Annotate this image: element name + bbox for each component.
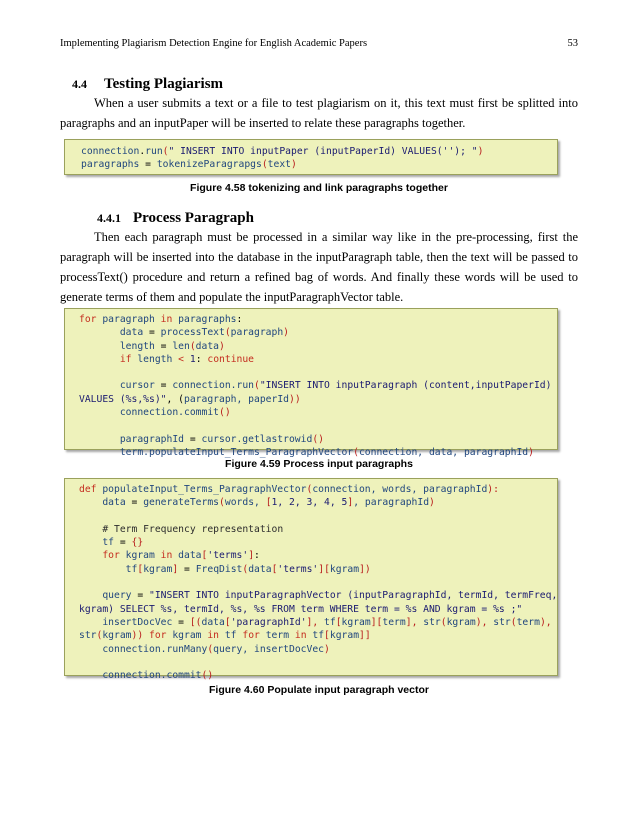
- subsection-title: Process Paragraph: [133, 210, 254, 226]
- paragraph-line: Then each paragraph must be processed in a similar way like in the pre-processing, first the: [94, 230, 578, 244]
- code-line: [79, 366, 557, 379]
- running-title: Implementing Plagiarism Detection Engine for English Academic Papers: [60, 38, 368, 49]
- code-line: def populateInput_Terms_ParagraphVector(connection, words, paragraphId):: [79, 484, 499, 495]
- paragraph-line: processText() procedure and return a refined bag of words. And finally these words will be used to: [60, 270, 578, 284]
- page-header: [60, 38, 578, 52]
- code-line: length = len(data): [119, 340, 225, 352]
- code-line: [79, 419, 557, 432]
- code-line: str(kgram)) for kgram in tf for term in tf[kgram]]: [79, 630, 371, 642]
- code-line: [79, 576, 557, 589]
- page-number: 53: [567, 38, 578, 49]
- code-line: VALUES (%s,%s)", (paragraph, paperId)): [79, 393, 301, 405]
- section-heading: [72, 76, 223, 93]
- code-line: connection.commit(): [119, 407, 231, 419]
- code-line: for kgram in data['terms']:: [102, 550, 260, 562]
- paragraph-line: paragraph will be inserted into the database in the inputParagraph table, then the text will be passed to: [60, 250, 578, 264]
- subsection-number: 4.4.1: [97, 211, 121, 225]
- code-line: [79, 510, 557, 523]
- code-block-process-paragraphs: [64, 308, 558, 458]
- paragraph-line: generate terms of them and populate the inputParagraphVector table.: [60, 290, 404, 304]
- code-line: cursor = connection.run("INSERT INTO inputParagraph (content,inputPaperId): [119, 380, 552, 392]
- section-paragraph: [60, 93, 578, 133]
- subsection-heading: [97, 210, 254, 227]
- code-line: term.populateInput_Terms_ParagraphVector(connection, data, paragraphId): [119, 446, 534, 458]
- code-line: data = generateTerms(words, [1, 2, 3, 4, 5], paragraphId): [102, 497, 435, 509]
- code-line: paragraphs = tokenizeParagrapgs(text): [81, 159, 297, 171]
- section-number: 4.4: [72, 77, 87, 91]
- figure-caption: Figure 4.58 tokenizing and link paragraphs together: [190, 182, 448, 194]
- code-line: tf[kgram] = FreqDist(data['terms'][kgram]): [125, 563, 371, 575]
- code-line: insertDocVec = [(data['paragraphId'], tf[kgram][term], str(kgram), str(term),: [102, 616, 552, 628]
- code-line: data = processText(paragraph): [119, 327, 290, 339]
- code-line: connection.run(" INSERT INTO inputPaper (inputPaperId) VALUES(''); "): [81, 146, 484, 157]
- code-block-populate-vector: [64, 478, 558, 682]
- code-line: paragraphId = cursor.getlastrowid(): [119, 433, 324, 445]
- figure-caption: Figure 4.59 Process input paragraphs: [225, 458, 413, 470]
- code-line: # Term Frequency representation: [102, 523, 284, 535]
- paragraph-line: When a user submits a text or a file to test plagiarism on it, this text must first be splitted into: [94, 96, 578, 110]
- code-line: tf = {}: [102, 537, 144, 549]
- code-line: for paragraph in paragraphs:: [79, 314, 243, 325]
- code-line: if length < 1: continue: [119, 353, 255, 365]
- code-line: query = "INSERT INTO inputParagraphVector (inputParagraphId, termId, termFreq,: [102, 590, 558, 602]
- subsection-paragraph: [60, 227, 578, 307]
- code-line: connection.runMany(query, insertDocVec): [102, 643, 330, 655]
- figure-caption: Figure 4.60 Populate input paragraph vector: [209, 684, 429, 696]
- paragraph-line: paragraphs and an inputPaper will be inserted to relate these paragraphs together.: [60, 116, 466, 130]
- code-line: [79, 656, 557, 669]
- code-block-tokenize: [64, 139, 558, 175]
- code-line: connection.commit(): [102, 670, 214, 682]
- section-title: Testing Plagiarism: [104, 76, 224, 92]
- code-line: kgram) SELECT %s, termId, %s, %s FROM term WHERE term = %s AND kgram = %s ;": [79, 603, 523, 615]
